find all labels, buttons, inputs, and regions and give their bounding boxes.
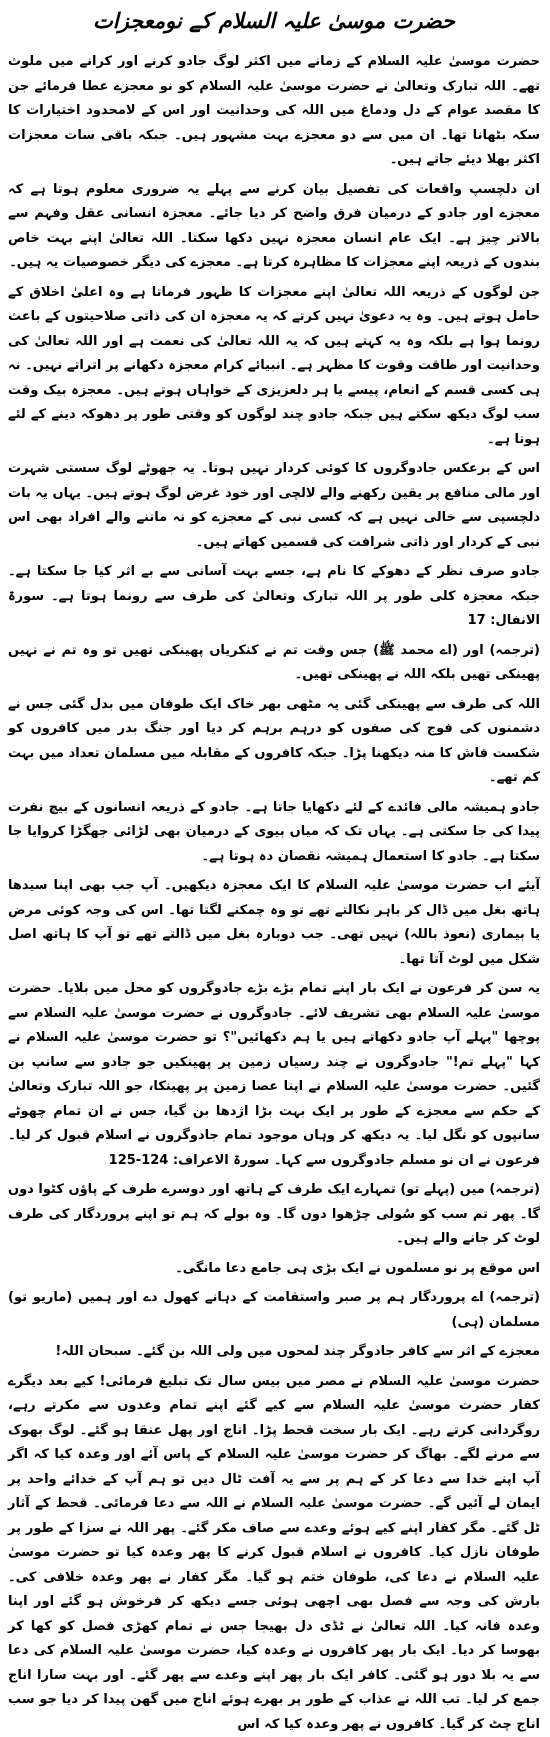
paragraph-11: (ترجمہ) میں (پہلے تو) تمہارے ایک طرف کے ہاتھ اور دوسرے طرف کے پاؤں کٹوا دوں گا۔ پھر تم سب کو سُولی چڑھوا دوں گا۔ وہ بولے کہ ہم تو اپنے پروردگار کی طرف لوٹ کر جانے والے ہیں۔ xyxy=(8,1178,540,1252)
paragraph-10: یہ سن کر فرعون نے ایک بار اپنے تمام بڑے بڑے جادوگروں کو محل میں بلایا۔ حضرت موسیٰ علیہ السلام بھی تشریف لائے۔ جادوگروں نے حضرت موسیٰ علیہ السلام سے پوچھا "پہلے آپ جادو دکھاتے ہیں یا ہم دکھائیں"؟ تو حضرت موسیٰ علیہ السلام نے کہا "پہلے تم!" جادوگروں نے چند رسیاں زمین پر پھینکیں جو جادو سے سانپ بن گئیں۔ حضرت موسیٰ علیہ السلام نے اپنا عصا زمین پر پھینکا، جو اللہ تبارک وتعالیٰ کے حکم سے معجزے کے طور پر ایک بہت بڑا اژدھا بن گیا، جس نے ان تمام چھوٹے سانپوں کو نگل لیا۔ یہ دیکھ کر وہاں موجود تمام جادوگروں نے اسلام قبول کر لیا۔ فرعون نے ان نو مسلم جادوگروں سے کہا۔ سورۃ الاعراف: 124-125 xyxy=(8,977,540,1173)
paragraph-1: حضرت موسیٰ علیہ السلام کے زمانے میں اکثر لوگ جادو کرنے اور کرانے میں ملوث تھے۔ اللہ تبارک وتعالیٰ نے حضرت موسیٰ علیہ السلام کو نو معجزے عطا فرمائے جن کا مقصد عوام کے دل ودماغ میں اللہ کی وحدانیت اور اس کے لامحدود اختیارات کا سکہ بٹھانا تھا۔ ان میں سے دو معجزے بہت مشہور ہیں۔ جبکہ باقی سات معجزات اکثر بھلا دیئے جاتے ہیں۔ xyxy=(8,50,540,173)
paragraph-6: (ترجمہ) اور (اے محمد ﷺ) جس وقت تم نے کنکریاں پھینکی تھیں تو وہ تم نے نہیں پھینکی تھیں بلکہ اللہ نے پھینکی تھیں۔ xyxy=(8,639,540,688)
paragraph-8: جادو ہمیشہ مالی فائدے کے لئے دکھایا جاتا ہے۔ جادو کے ذریعہ انسانوں کے بیچ نفرت پیدا کی جا سکتی ہے۔ یہاں تک کہ میاں بیوی کے درمیان بھی لڑائی جھگڑا کروایا جا سکتا ہے۔ جادو کا استعمال ہمیشہ نقصان دہ ہوتا ہے۔ xyxy=(8,796,540,870)
paragraph-12: اس موقع پر نو مسلموں نے ایک بڑی ہی جامع دعا مانگی۔ xyxy=(8,1257,540,1282)
paragraph-13: (ترجمہ) اے پروردگار ہم پر صبر واستقامت کے دہانے کھول دے اور ہمیں (ماریو تو) مسلمان (ہی) xyxy=(8,1286,540,1335)
paragraph-14: معجزے کے اثر سے کافر جادوگر چند لمحوں میں ولی اللہ بن گئے۔ سبحان اللہ! xyxy=(8,1340,540,1365)
paragraph-15: حضرت موسیٰ علیہ السلام نے مصر میں بیس سال تک تبلیغ فرمائی! کیے بعد دیگرے کفار حضرت موسیٰ علیہ السلام سے کیے گئے اپنے تمام وعدوں سے مکرتے رہے، روگردانی کرتے رہے۔ ایک بار سخت قحط پڑا۔ اناج اور پھل عنقا ہو گئے۔ لوگ بھوک سے مرنے لگے۔ بھاگ کر حضرت موسیٰ علیہ السلام کے پاس آئے اور وعدہ کیا کہ اگر آپ اپنے خدا سے دعا کر کے ہم پر سے یہ آفت ٹال دیں تو ہم آپ کے خدائے واحد پر ایمان لے آئیں گے۔ حضرت موسیٰ علیہ السلام نے اللہ سے دعا فرمائی۔ قحط کے آثار ٹل گئے۔ مگر کفار اپنے کیے ہوئے وعدے سے صاف مکر گئے۔ پھر اللہ نے سزا کے طور پر طوفان نازل کیا۔ کافروں نے اسلام قبول کرنے کا پھر وعدہ کیا تو حضرت موسیٰ علیہ السلام نے دعا کی، طوفان ختم ہو گیا۔ مگر کفار نے پھر وعدہ خلافی کی۔ بارش کی وجہ سے فصل بھی اچھی ہوئی جسے دیکھ کر فرخوش ہو گئے اور اپنا وعدہ فانہ کیا۔ اللہ تعالیٰ نے ٹڈی دل بھیجا جس نے تمام کھڑی فصل کو کھا کر بھوسا کر دیا۔ ایک بار پھر کافروں نے وعدہ کیا، حضرت موسیٰ علیہ السلام کی دعا سے یہ بلا دور ہو گئی۔ کافر ایک بار پھر اپنے وعدے سے پھر گئے۔ اور بہت سارا اناج جمع کر لیا۔ تب اللہ نے عذاب کے طور پر بھرے ہوئے اناج میں گھن پیدا کر دیا جو سب اناج چٹ کر گیا۔ کافروں نے پھر وعدہ کیا کہ اس xyxy=(8,1370,540,1737)
article-body xyxy=(8,50,540,1737)
paragraph-5: جادو صرف نظر کے دھوکے کا نام ہے، جسے بہت آسانی سے بے اثر کیا جا سکتا ہے۔ جبکہ معجزہ کلی طور پر اللہ تبارک وتعالیٰ کی طرف سے رونما ہوتا ہے۔ سورۃ الانفال: 17 xyxy=(8,560,540,634)
paragraph-3: جن لوگوں کے ذریعہ اللہ تعالیٰ اپنے معجزات کا ظہور فرماتا ہے وہ اعلیٰ اخلاق کے حامل ہوتے ہیں۔ وہ یہ دعویٰ نہیں کرتے کہ یہ معجزہ ان کی ذاتی صلاحیتوں کے باعث رونما ہوا ہے بلکہ وہ یہ کہتے ہیں کہ یہ اللہ تعالیٰ کی نعمت ہے اور اللہ تعالیٰ کی وحدانیت اور طاقت وقوت کا مظہر ہے۔ انبیائے کرام معجزہ دکھانے پر اتراتے نہیں۔ نہ ہی کسی قسم کے انعام، پیسے یا ہر دلعزیزی کے خواہاں ہوتے ہیں۔ معجزہ بیک وقت سب لوگ دیکھ سکتے ہیں جبکہ جادو چند لوگوں کو وقتی طور پر دھوکہ دینے کے لئے ہوتا ہے۔ xyxy=(8,281,540,453)
article-title: حضرت موسیٰ علیہ السلام کے نومعجزات xyxy=(8,6,540,50)
paragraph-2: ان دلچسپ واقعات کی تفصیل بیان کرنے سے پہلے یہ ضروری معلوم ہوتا ہے کہ معجزے اور جادو کے درمیان فرق واضح کر دیا جائے۔ معجزہ انسانی عقل وفہم سے بالاتر چیز ہے۔ ایک عام انسان معجزہ نہیں دکھا سکتا۔ اللہ تعالیٰ اپنے بہت خاص بندوں کے ذریعہ اپنے معجزات کا مظاہرہ کرتا ہے۔ معجزے کی دیگر خصوصیات یہ ہیں۔ xyxy=(8,178,540,276)
paragraph-7: اللہ کی طرف سے پھینکی گئی یہ مٹھی بھر خاک ایک طوفان میں بدل گئی جس نے دشمنوں کی فوج کی صفوں کو درہم برہم کر دیا اور جنگ بدر میں کافروں کو شکست فاش کا منہ دیکھنا پڑا۔ جبکہ کافروں کے مقابلہ میں مسلمان تعداد میں بہت کم تھے۔ xyxy=(8,693,540,791)
paragraph-4: اس کے برعکس جادوگروں کا کوئی کردار نہیں ہوتا۔ یہ جھوٹے لوگ سستی شہرت اور مالی منافع پر یقین رکھنے والے لالچی اور خود غرض لوگ ہوتے ہیں۔ یہاں یہ بات دلچسپی سے خالی نہیں ہے کہ کسی نبی کے معجزے کو نہ ماننے والے افراد بھی اس نبی کے کردار اور ذاتی شرافت کی قسمیں کھاتے ہیں۔ xyxy=(8,457,540,555)
paragraph-9: آیئے اب حضرت موسیٰ علیہ السلام کا ایک معجزہ دیکھیں۔ آپ جب بھی اپنا سیدھا ہاتھ بغل میں ڈال کر باہر نکالتے تھے تو وہ چمکنے لگتا تھا۔ اس کی وجہ کوئی مرض یا بیماری (نعوذ باللہ) نہیں تھی۔ جب دوبارہ بغل میں ڈالتے تھے تو آپ کا ہاتھ اصل شکل میں لوٹ آتا تھا۔ xyxy=(8,874,540,972)
